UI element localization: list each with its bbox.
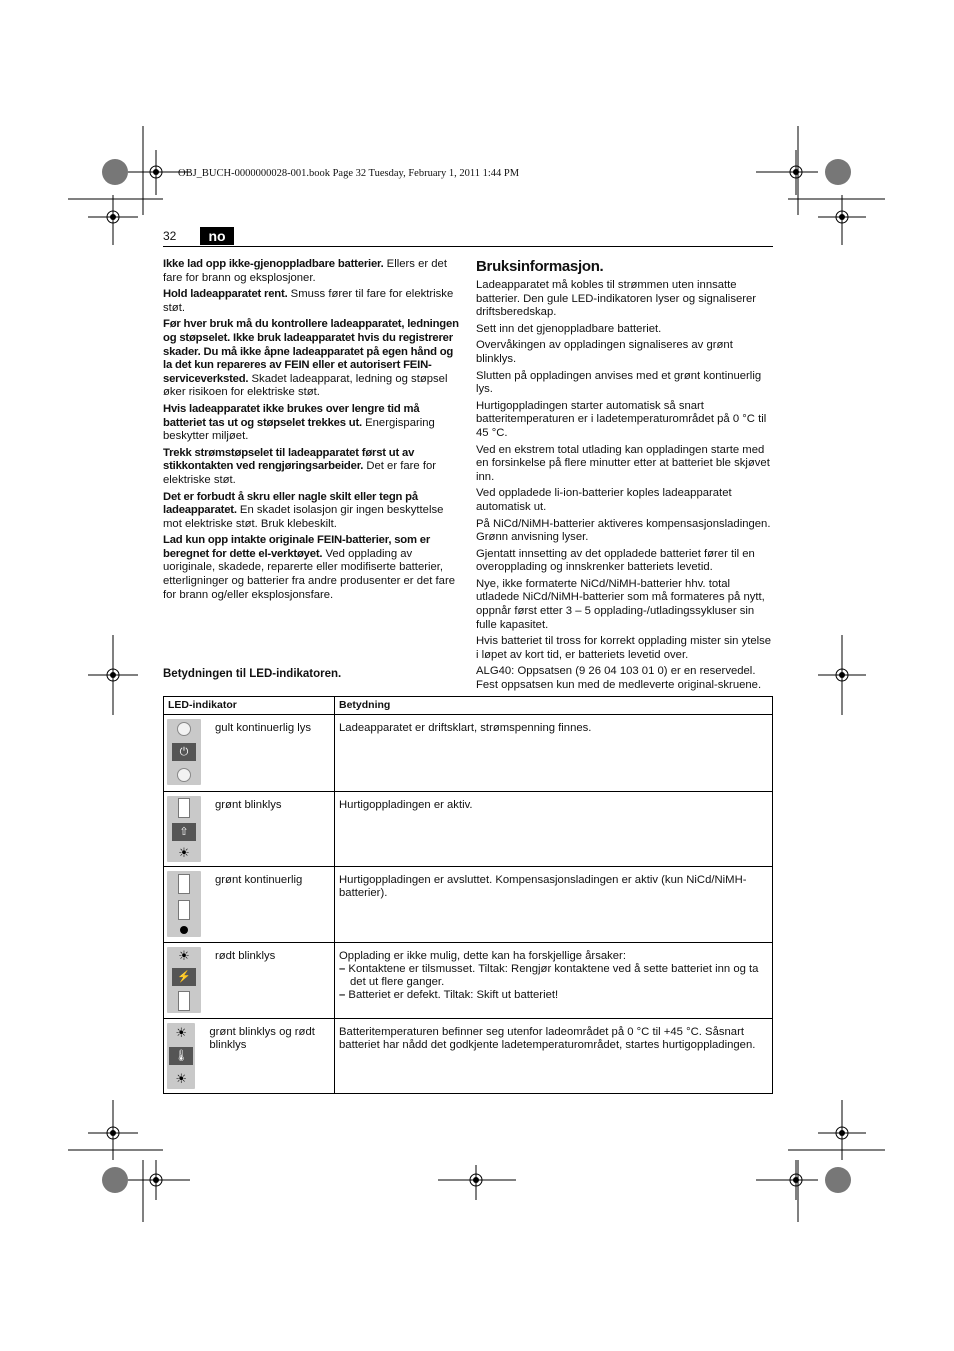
- safety-paragraph: Det er forbudt å skru eller nagle skilt eller tegn på ladeapparatet. En skadet isolasjon gir ingen beskyttelse mot elektriske støt. Bruk klebeskilt.: [163, 490, 444, 530]
- led-meaning: Hurtigoppladingen er avsluttet. Kompensasjonsladingen er aktiv (kun NiCd/NiMH-batterier).: [335, 867, 773, 943]
- table-row: [164, 1019, 773, 1094]
- led-green-steady-icon: [167, 871, 201, 937]
- page-number: 32: [163, 229, 177, 243]
- safety-paragraph: Ikke lad opp ikke-gjenoppladbare batterier. Ellers er det fare for brann og eksplosjoner.: [163, 258, 447, 284]
- safety-paragraph: Hvis ladeapparatet ikke brukes over lengre tid må batteriet tas ut og støpselet trekkes ut. Energisparing beskytter miljøet.: [163, 402, 435, 443]
- led-meaning: Hurtigoppladingen er aktiv.: [335, 792, 773, 867]
- safety-paragraph: Hold ladeapparatet rent. Smuss fører til fare for elektriske støt.: [163, 288, 454, 314]
- language-badge: no: [200, 227, 234, 245]
- info-paragraph: ALG40: Oppsatsen (9 26 04 103 01 0) er en reservedel. Fest oppsatsen kun med de medleverte original-skruene.: [476, 665, 762, 692]
- led-green-blink-icon: ⇧ ☀: [167, 796, 201, 862]
- led-meaning: Batteritemperaturen befinner seg utenfor ladeområdet på 0 °C til +45 °C. Såsnart batteriet har nådd det godkjente ladetemperaturområdet, startes hurtigoppladingen.: [335, 1019, 773, 1094]
- led-label: grønt kontinuerlig: [215, 874, 303, 886]
- header-rule: [163, 246, 773, 247]
- led-meaning-cell: [335, 943, 773, 1019]
- safety-paragraph: Trekk strømstøpselet til ladeapparatet først ut av stikkontakten ved rengjøringsarbeider. Det er fare for elektriske støt.: [163, 446, 437, 486]
- info-paragraph: Ladeapparatet må kobles til strømmen uten innsatte batterier. Den gule LED-indikatoren lyser og signaliserer driftsberedskap.: [476, 279, 757, 319]
- safety-paragraph: Lad kun opp intakte originale FEIN-batterier, som er beregnet for dette el-verktøyet. Ved opplading av uoriginale, skadede, reparerte eller modifiserte batterier, etterligninger og batterier fra andre produsenter er det fare for brann og/eller eksplosjonsfare.: [163, 534, 456, 601]
- info-paragraph: Sett inn det gjenoppladbare batteriet.: [476, 322, 662, 335]
- section-heading: Bruksinformasjon.: [476, 258, 604, 275]
- info-paragraph: Nye, ikke formaterte NiCd/NiMH-batterier hhv. total utladede NiCd/NiMH-batterier som må formateres på nytt, oppnår først etter 3 – 5 opplading-/utladingssykluser sin fulle kapasitet.: [476, 577, 765, 631]
- led-yellow-power-icon: ⏻: [167, 719, 201, 785]
- info-paragraph: Slutten på oppladingen anvises med et grønt kontinuerlig lys.: [476, 369, 762, 396]
- table-row: [164, 867, 773, 943]
- info-paragraph: På NiCd/NiMH-batterier aktiveres kompensasjonsladingen. Grønn anvisning lyser.: [476, 517, 771, 544]
- info-paragraph: Ved oppladede li-ion-batterier koples ladeapparatet automatisk ut.: [476, 487, 732, 513]
- led-green-red-blink-icon: ☀ 🌡 ☀: [167, 1023, 195, 1089]
- info-paragraph: Hurtigoppladingen starter automatisk så snart batteritemperaturen er i ladetemperaturområdet på 0 °C til 45 °C.: [476, 399, 767, 439]
- safety-paragraph: Før hver bruk må du kontrollere ladeapparatet, ledningen og støpselet. Ikke bruk ladeapparatet hvis du registrerer skader. Du må ikke åpne ladeapparatet på egen hånd og la det kun repareres av FEIN eller et autorisert FEIN-serviceverksted. Skadet ladeapparat, ledning og støpsel øker risikoen for elektriske støt.: [163, 318, 459, 399]
- table-row: [164, 715, 773, 792]
- led-red-blink-icon: ☀ ⚡: [167, 947, 201, 1013]
- led-meaning: Opplading er ikke mulig, dette kan ha forskjellige årsaker:: [339, 950, 626, 962]
- column-header-meaning: Betydning: [335, 697, 773, 715]
- led-label: grønt blinklys og rødt blinklys: [209, 1026, 315, 1051]
- right-column: [476, 258, 774, 696]
- led-label: grønt blinklys: [215, 799, 282, 811]
- list-item: – Kontaktene er tilsmusset. Tiltak: Rengjør kontaktene ved å sette batteriet inn og ta det ut flere ganger.: [339, 963, 759, 988]
- table-row: [164, 943, 773, 1019]
- table-header-row: [164, 697, 773, 715]
- info-paragraph: Gjentatt innsetting av det oppladede batteriet fører til en overopplading og innskrenker batteriets levetid.: [476, 547, 755, 574]
- led-label: rødt blinklys: [215, 950, 276, 962]
- cause-list: [339, 963, 768, 1002]
- print-slug: OBJ_BUCH-0000000028-001.book Page 32 Tuesday, February 1, 2011 1:44 PM: [178, 168, 520, 179]
- info-paragraph: Hvis batteriet til tross for korrekt opplading mister sin ytelse i løpet av kort tid, er batteriets levetid over.: [476, 635, 772, 661]
- led-table: [163, 696, 773, 1094]
- table-caption: Betydningen til LED-indikatoren.: [163, 668, 342, 680]
- led-meaning: Ladeapparatet er driftsklart, strømspenning finnes.: [335, 715, 773, 792]
- info-paragraph: Ved en ekstrem total utlading kan oppladingen starte med en forsinkelse på flere minutter etter at batteriet ble skjøvet inn.: [476, 443, 770, 483]
- table-row: [164, 792, 773, 867]
- left-column: [163, 258, 463, 605]
- list-item: – Batteriet er defekt. Tiltak: Skift ut batteriet!: [339, 989, 559, 1001]
- info-paragraph: Overvåkingen av oppladingen signaliseres av grønt blinklys.: [476, 339, 733, 365]
- column-header-led: LED-indikator: [164, 697, 335, 715]
- led-label: gult kontinuerlig lys: [215, 722, 312, 734]
